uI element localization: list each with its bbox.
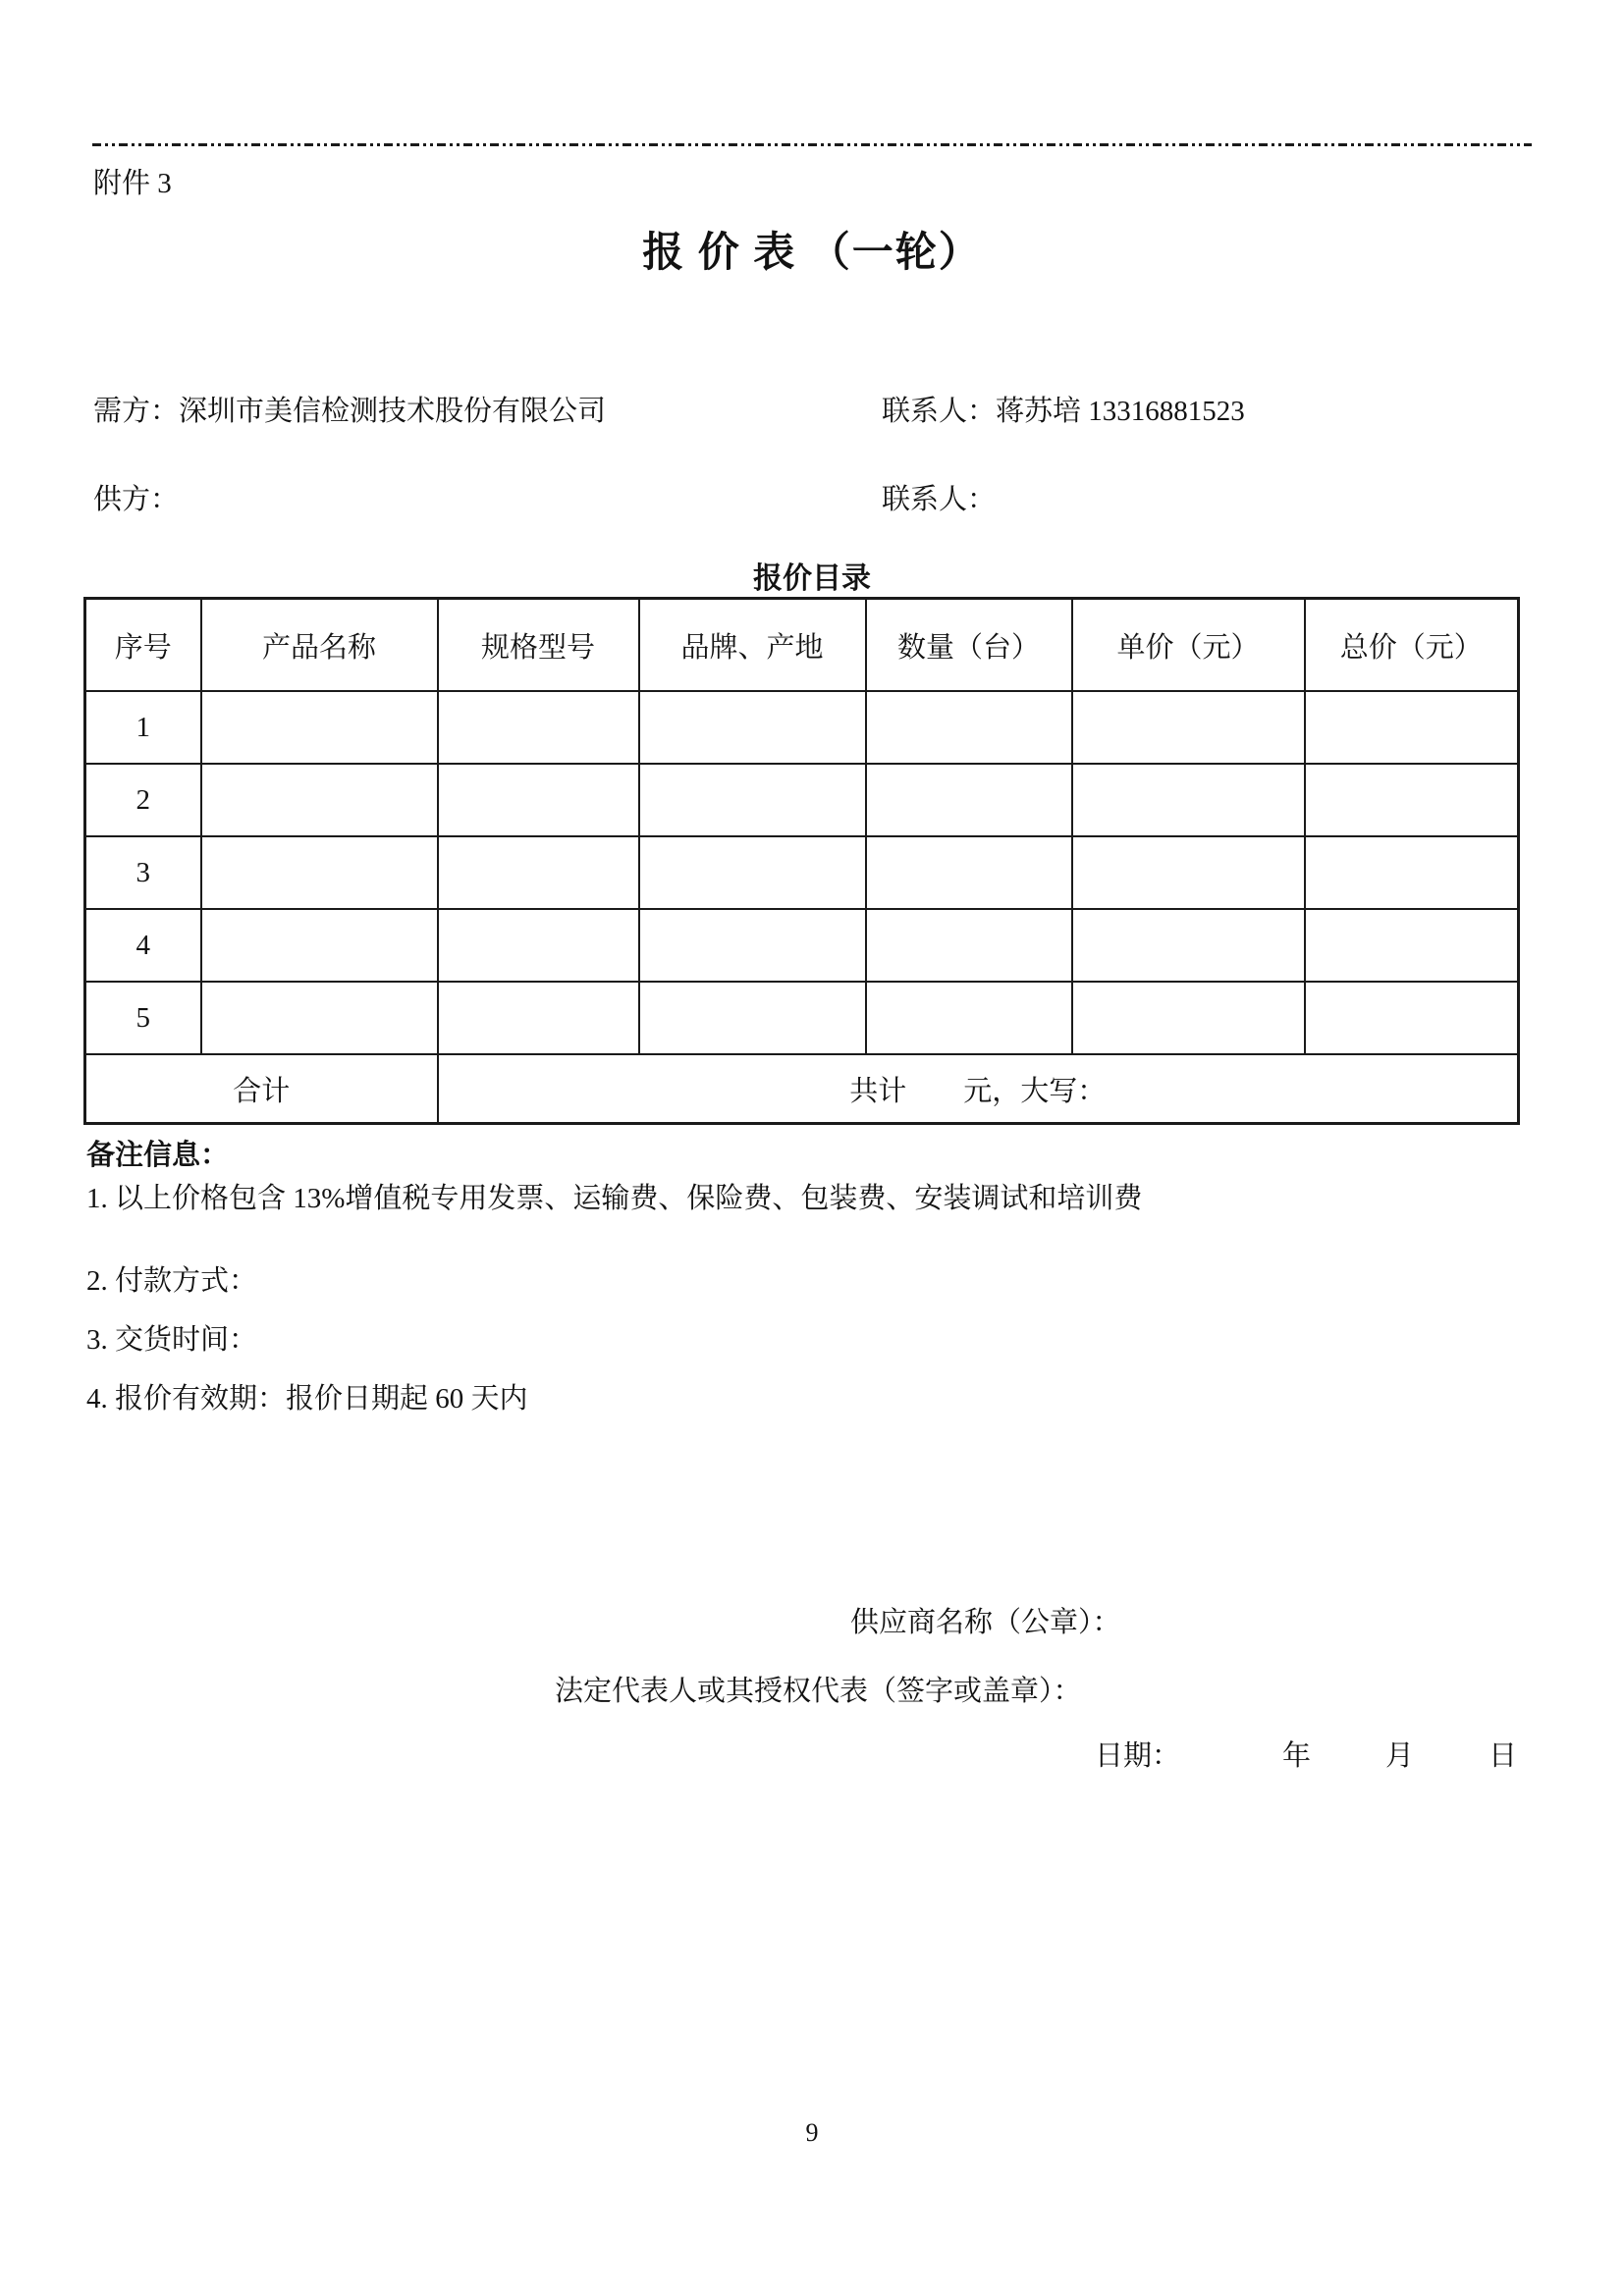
- date-month-label: 月: [1384, 1740, 1414, 1772]
- empty-cell: [1072, 836, 1305, 909]
- remark-item: 4. 报价有效期：报价日期起 60 天内: [86, 1383, 528, 1415]
- empty-cell: [201, 691, 438, 764]
- empty-cell: [201, 982, 438, 1054]
- empty-cell: [866, 909, 1072, 982]
- buyer-value: 深圳市美信检测技术股份有限公司: [179, 396, 607, 427]
- empty-cell: [438, 764, 639, 836]
- empty-cell: [1072, 691, 1305, 764]
- quotation-table: [83, 597, 1520, 1125]
- date-line: [1095, 1734, 1517, 1774]
- table-header-cell: 序号: [85, 599, 201, 692]
- empty-cell: [866, 691, 1072, 764]
- empty-cell: [639, 909, 866, 982]
- table-header-cell: 单价（元）: [1072, 599, 1305, 692]
- supplier-line: [93, 477, 179, 517]
- empty-cell: [438, 909, 639, 982]
- table-header-cell: 品牌、产地: [639, 599, 866, 692]
- empty-cell: [1305, 909, 1519, 982]
- empty-cell: [438, 836, 639, 909]
- remarks-title: 备注信息：: [86, 1140, 230, 1171]
- document-title: 报 价 表 （一轮）: [642, 231, 982, 276]
- total-label-cell: 合计: [85, 1054, 438, 1124]
- row-number-cell: 2: [85, 764, 201, 836]
- empty-cell: [639, 982, 866, 1054]
- empty-cell: [866, 982, 1072, 1054]
- empty-cell: [1305, 691, 1519, 764]
- empty-cell: [1072, 909, 1305, 982]
- empty-cell: [1072, 764, 1305, 836]
- representative-line: 法定代表人或其授权代表（签字或盖章）：: [555, 1676, 1082, 1707]
- page-number: 9: [805, 2118, 819, 2147]
- table-header-cell: 数量（台）: [866, 599, 1072, 692]
- table-header-cell: 规格型号: [438, 599, 639, 692]
- table-row: [85, 982, 1519, 1054]
- row-number-cell: 5: [85, 982, 201, 1054]
- empty-cell: [438, 982, 639, 1054]
- remark-item: 2. 付款方式：: [86, 1265, 258, 1297]
- date-label: 日期：: [1094, 1740, 1180, 1772]
- supplier-label: 供方：: [93, 484, 180, 515]
- buyer-line: [93, 389, 606, 429]
- date-year-label: 年: [1281, 1740, 1311, 1772]
- table-row: [85, 836, 1519, 909]
- buyer-label: 需方：: [93, 396, 180, 427]
- empty-cell: [201, 909, 438, 982]
- row-number-cell: 4: [85, 909, 201, 982]
- supplier-contact-label: 联系人：: [882, 484, 997, 515]
- empty-cell: [866, 764, 1072, 836]
- buyer-contact-label: 联系人：: [882, 396, 997, 427]
- table-header-row: [85, 599, 1519, 692]
- row-number-cell: 1: [85, 691, 201, 764]
- empty-cell: [639, 836, 866, 909]
- empty-cell: [1072, 982, 1305, 1054]
- attachment-label: 附件 3: [93, 168, 172, 199]
- table-row: [85, 691, 1519, 764]
- row-number-cell: 3: [85, 836, 201, 909]
- empty-cell: [1305, 982, 1519, 1054]
- empty-cell: [438, 691, 639, 764]
- empty-cell: [866, 836, 1072, 909]
- quotation-catalog-title: 报价目录: [753, 562, 871, 595]
- total-content-cell: 共计 元，大写：: [438, 1054, 1519, 1124]
- supplier-name-line: 供应商名称（公章）：: [850, 1607, 1121, 1638]
- buyer-contact-line: [882, 389, 1245, 429]
- empty-cell: [201, 764, 438, 836]
- empty-cell: [1305, 764, 1519, 836]
- buyer-contact-value: 蒋苏培 13316881523: [996, 396, 1245, 427]
- date-day-label: 日: [1488, 1740, 1517, 1772]
- remark-item: 1. 以上价格包含 13%增值税专用发票、运输费、保险费、包装费、安装调试和培训费: [86, 1183, 1143, 1214]
- empty-cell: [639, 764, 866, 836]
- table-header-cell: 总价（元）: [1305, 599, 1519, 692]
- remark-item: 3. 交货时间：: [86, 1324, 258, 1356]
- supplier-contact-line: [882, 477, 996, 517]
- cut-dash-line: [92, 143, 1532, 146]
- empty-cell: [639, 691, 866, 764]
- table-header-cell: 产品名称: [201, 599, 438, 692]
- empty-cell: [1305, 836, 1519, 909]
- table-total-row: [85, 1054, 1519, 1124]
- table-row: [85, 764, 1519, 836]
- empty-cell: [201, 836, 438, 909]
- table-row: [85, 909, 1519, 982]
